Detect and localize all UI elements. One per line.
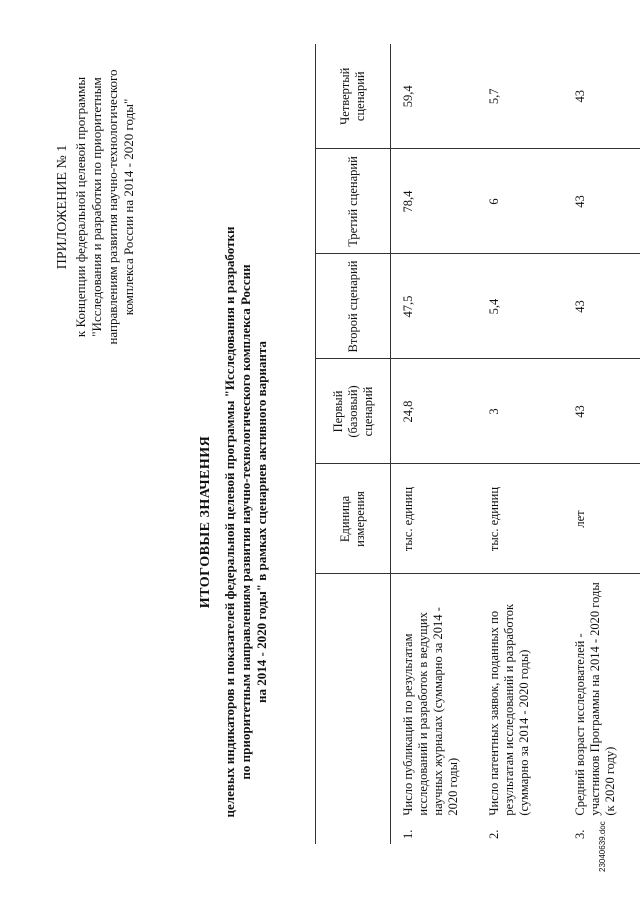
value-cell: 5,7	[477, 44, 563, 149]
appendix-block	[55, 32, 137, 382]
appendix-heading: ПРИЛОЖЕНИЕ № 1	[55, 144, 70, 270]
document-page	[20, 12, 620, 872]
indicator-name: Число публикаций по результатам исследований и разработок в ведущих научных журналах (суммарно за 2014 - 2020 годы)	[401, 607, 460, 816]
value-cell: 43	[563, 254, 640, 359]
table-header-cell: Третий сценарий	[316, 149, 391, 254]
value-cell: 6	[477, 149, 563, 254]
indicator-name: Средний возраст исследователей - участников Программы на 2014 - 2020 годы (к 2020 году)	[573, 582, 617, 816]
value-cell: 43	[563, 359, 640, 464]
indicator-cell	[477, 574, 563, 844]
document-title-block	[198, 212, 270, 832]
table-header-cell: Второй сценарий	[316, 254, 391, 359]
document-title: ИТОГОВЫЕ ЗНАЧЕНИЯ	[198, 435, 213, 609]
value-cell: 47,5	[391, 254, 478, 359]
appendix-line: направлениям развития научно-технологического	[105, 69, 120, 345]
table-row	[477, 44, 563, 844]
row-number: 1.	[401, 829, 415, 839]
indicator-cell	[391, 574, 478, 844]
value-cell: 5,4	[477, 254, 563, 359]
table-header-cell	[316, 574, 391, 844]
subtitle-line: по приоритетным направлениям развития научно-технологического комплекса России	[238, 264, 253, 780]
table-row	[391, 44, 478, 844]
subtitle-line: целевых индикаторов и показателей федеральной целевой программы "Исследования и разработки	[222, 226, 237, 818]
row-number: 2.	[487, 829, 501, 839]
table-header-cell: Четвертый сценарий	[316, 44, 391, 149]
appendix-line: к Концепции федеральной целевой программы	[73, 76, 88, 338]
value-cell: 24,8	[391, 359, 478, 464]
unit-cell: тыс. единиц	[477, 464, 563, 574]
value-cell: 43	[563, 149, 640, 254]
value-cell: 78,4	[391, 149, 478, 254]
table-header-cell: Первый (базовый) сценарий	[316, 359, 391, 464]
appendix-line: "Исследования и разработки по приоритетным	[89, 77, 104, 337]
value-cell: 43	[563, 44, 640, 149]
unit-cell: тыс. единиц	[391, 464, 478, 574]
subtitle-line: на 2014 - 2020 годы" в рамках сценариев активного варианта	[254, 341, 269, 703]
value-cell: 59,4	[391, 44, 478, 149]
value-cell: 3	[477, 359, 563, 464]
unit-cell: лет	[563, 464, 640, 574]
table-row	[563, 44, 640, 844]
table-header-cell: Единица измерения	[316, 464, 391, 574]
file-reference: 23040639.doc	[598, 821, 607, 872]
row-number: 3.	[573, 829, 587, 839]
table-header-row	[316, 44, 391, 844]
indicator-name: Число патентных заявок, поданных по результатам исследований и разработок (суммарно за 2014 - 2020 годы)	[487, 603, 531, 816]
indicators-table	[315, 44, 640, 844]
appendix-line: комплекса России на 2014 - 2020 годы"	[121, 98, 136, 316]
indicator-cell	[563, 574, 640, 844]
